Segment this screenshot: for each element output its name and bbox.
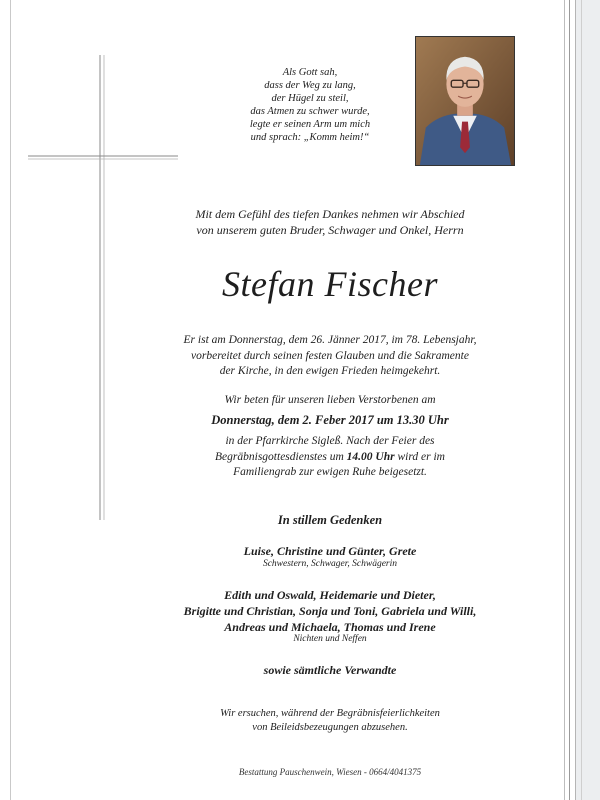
death-notice-line: Er ist am Donnerstag, dem 26. Jänner 2017, im 78. Lebensjahr,: [183, 334, 477, 346]
siblings-role: [150, 558, 510, 571]
burial-time: 14.00 Uhr: [346, 450, 395, 463]
gedenken-heading: [150, 513, 510, 529]
footer-text: Bestattung Pauschenwein, Wiesen - 0664/4041375: [238, 767, 422, 777]
relatives-line: [150, 663, 510, 679]
nieces-names: [150, 587, 510, 635]
poem-line: dass der Weg zu lang,: [264, 80, 356, 91]
church-line: [150, 450, 510, 466]
prayer-date-line: Donnerstag, dem 2. Feber 2017 um 13.30 Uhr: [211, 413, 449, 427]
death-notice-line: vorbereitet durch seinen festen Glauben und die Sakramente: [191, 349, 469, 362]
church-line: in der Pfarrkirche Sigleß. Nach der Feier des: [225, 435, 435, 447]
intro-line: Mit dem Gefühl des tiefen Dankes nehmen wir Abschied: [195, 207, 465, 221]
gedenken-text: In stillem Gedenken: [277, 513, 383, 527]
poem-line: das Atmen zu schwer wurde,: [250, 106, 370, 117]
church-line: Familiengrab zur ewigen Ruhe beigesetzt.: [233, 466, 427, 478]
portrait-photo: [415, 36, 515, 166]
deceased-name: Stefan Fischer: [222, 264, 438, 304]
nieces-line: Edith und Oswald, Heidemarie und Dieter,: [224, 588, 436, 602]
church-details: [150, 434, 510, 481]
nieces-line: Brigitte und Christian, Sonja und Toni, Gabriela und Willi,: [183, 604, 477, 618]
funeral-home-footer: [150, 765, 510, 781]
poem: [210, 66, 410, 144]
poem-line: Als Gott sah,: [282, 67, 338, 78]
page-edge-line: [581, 0, 582, 800]
death-notice-line: der Kirche, in den ewigen Frieden heimgekehrt.: [219, 365, 441, 377]
church-line-start: Begräbnisgottesdienstes um: [215, 450, 347, 463]
prayer-intro: [150, 393, 510, 409]
page-edge: [575, 0, 600, 800]
poem-line: der Hügel zu steil,: [271, 93, 349, 104]
poem-line: legte er seinen Arm um mich: [249, 119, 371, 130]
church-line-end: wird er im: [394, 450, 445, 463]
death-notice: [150, 333, 510, 380]
prayer-intro-line: Wir beten für unseren lieben Verstorbenen am: [224, 394, 436, 406]
intro-line: von unserem guten Bruder, Schwager und Onkel, Herrn: [196, 223, 464, 237]
relatives-text: sowie sämtliche Verwandte: [263, 663, 397, 677]
nieces-line: Andreas und Michaela, Thomas und Irene: [224, 620, 436, 634]
poem-line: und sprach: „Komm heim!“: [250, 132, 370, 143]
condolence-request: [150, 707, 510, 735]
intro-text: [150, 206, 510, 238]
nieces-role-line: Nichten und Neffen: [293, 634, 367, 644]
request-line: Wir ersuchen, während der Begräbnisfeierlichkeiten: [220, 708, 440, 719]
prayer-date: [150, 413, 510, 429]
nieces-role: [150, 633, 510, 646]
request-line: von Beileidsbezeugungen abzusehen.: [252, 722, 408, 733]
siblings-role-line: Schwestern, Schwager, Schwägerin: [262, 559, 398, 569]
siblings-line: Luise, Christine und Günter, Grete: [243, 544, 417, 558]
